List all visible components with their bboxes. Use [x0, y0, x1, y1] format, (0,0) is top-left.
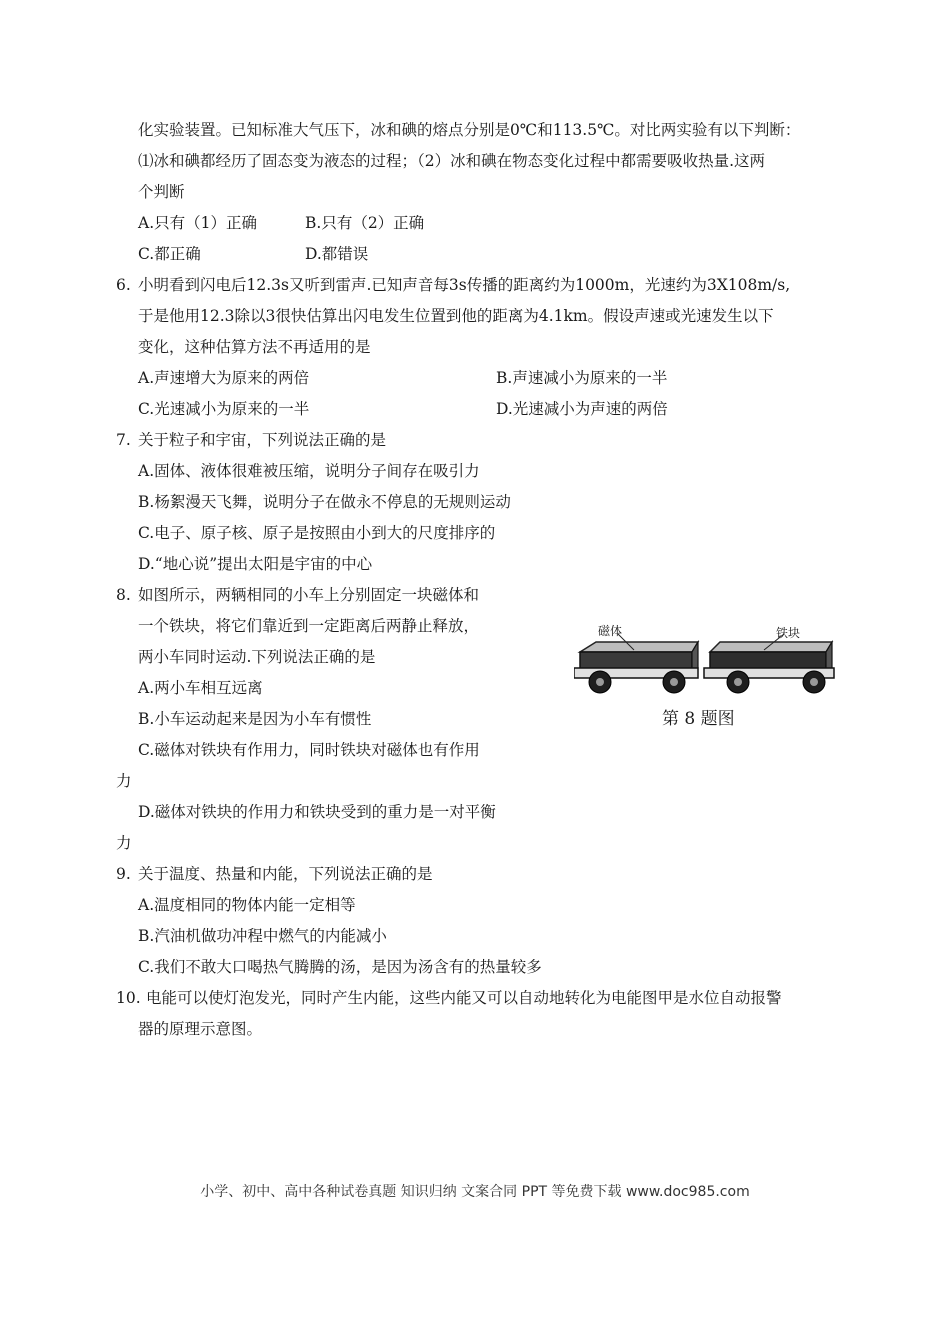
right-cart-top — [710, 642, 832, 652]
right-cart-hub-1 — [734, 678, 742, 686]
q6-option-c: C.光速减小为原来的一半 — [138, 400, 310, 418]
q7-option-a: A.固体、液体很难被压缩，说明分子间存在吸引力 — [138, 462, 480, 480]
q9-option-a: A.温度相同的物体内能一定相等 — [138, 896, 356, 914]
q6-option-b: B.声速减小为原来的一半 — [496, 369, 668, 387]
right-cart-hub-2 — [810, 678, 818, 686]
q8-number: 8. — [116, 586, 131, 604]
q8-option-c-line1: C.磁体对铁块有作用力，同时铁块对磁体也有作用 — [138, 741, 480, 759]
q5-option-d: D.都错误 — [305, 245, 369, 263]
q10-text-line1: 电能可以使灯泡发光，同时产生内能，这些内能又可以自动地转化为电能图甲是水位自动报警 — [146, 989, 782, 1007]
q5-option-a: A.只有（1）正确 — [138, 214, 257, 232]
q5-text-line2: ⑴冰和碘都经历了固态变为液态的过程；（2）冰和碘在物态变化过程中都需要吸收热量.这两 — [138, 152, 766, 170]
left-cart-hub-1 — [596, 678, 604, 686]
q9-option-c: C.我们不敢大口喝热气腾腾的汤，是因为汤含有的热量较多 — [138, 958, 542, 976]
q7-number: 7. — [116, 431, 131, 449]
q8-text-line1: 如图所示，两辆相同的小车上分别固定一块磁体和 — [138, 586, 480, 604]
q6-option-a: A.声速增大为原来的两倍 — [138, 369, 310, 387]
q10-text-line2: 器的原理示意图。 — [138, 1020, 263, 1038]
figure-caption: 第 8 题图 — [662, 709, 735, 729]
q8-option-a: A.两小车相互远离 — [138, 679, 263, 697]
q5-option-c: C.都正确 — [138, 245, 201, 263]
q9-option-b: B.汽油机做功冲程中燃气的内能减小 — [138, 927, 387, 945]
figure-label-magnet: 磁体 — [598, 624, 623, 638]
q6-option-d: D.光速减小为声速的两倍 — [496, 400, 668, 418]
q6-text-line3: 变化，这种估算方法不再适用的是 — [138, 338, 371, 356]
q6-text-line1: 小明看到闪电后12.3s又听到雷声.已知声音每3s传播的距离约为1000m，光速约为3X108m/s, — [138, 276, 791, 294]
q8-option-b: B.小车运动起来是因为小车有惯性 — [138, 710, 372, 728]
q7-option-c: C.电子、原子核、原子是按照由小到大的尺度排序的 — [138, 524, 496, 542]
q5-text-line3: 个判断 — [138, 183, 185, 201]
q8-figure — [574, 612, 844, 732]
q7-text-line1: 关于粒子和宇宙，下列说法正确的是 — [138, 431, 387, 449]
q8-option-d-line2: 力 — [116, 834, 132, 852]
figure-label-iron: 铁块 — [776, 626, 801, 640]
q8-option-d-line1: D.磁体对铁块的作用力和铁块受到的重力是一对平衡 — [138, 803, 496, 821]
q9-number: 9. — [116, 865, 131, 883]
left-cart-hub-2 — [670, 678, 678, 686]
q8-option-c-line2: 力 — [116, 772, 132, 790]
q8-text-line3: 两小车同时运动.下列说法正确的是 — [138, 648, 376, 666]
q6-text-line2: 于是他用12.3除以3很快估算出闪电发生位置到他的距离为4.1km。假设声速或光速发生以下 — [138, 307, 774, 325]
q7-option-b: B.杨絮漫天飞舞，说明分子在做永不停息的无规则运动 — [138, 493, 511, 511]
q7-option-d: D.“地心说”提出太阳是宇宙的中心 — [138, 555, 373, 573]
q9-text-line1: 关于温度、热量和内能，下列说法正确的是 — [138, 865, 433, 883]
left-cart-top — [580, 642, 698, 652]
q5-option-b: B.只有（2）正确 — [305, 214, 425, 232]
q10-number: 10. — [116, 989, 141, 1007]
q6-number: 6. — [116, 276, 131, 294]
q8-text-line2: 一个铁块，将它们靠近到一定距离后两静止释放， — [138, 617, 480, 635]
q5-text-line1: 化实验装置。已知标准大气压下，冰和碘的熔点分别是0℃和113.5℃。对比两实验有以下判断： — [138, 121, 801, 139]
footer-watermark: 小学、初中、高中各种试卷真题 知识归纳 文案合同 PPT 等免费下载 www.doc985.com — [200, 1184, 750, 1200]
